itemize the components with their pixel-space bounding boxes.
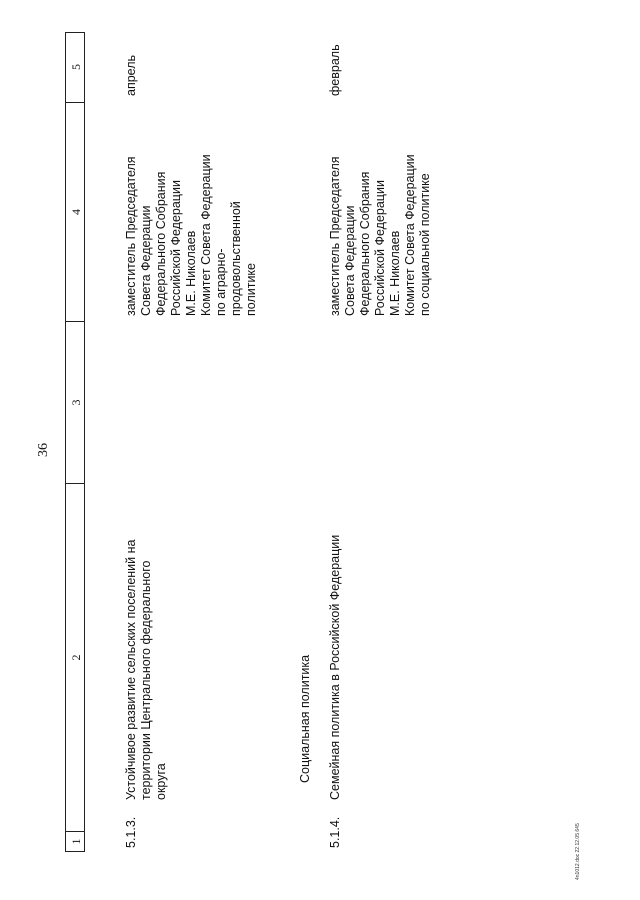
row-title: Устойчивое развитие сельских поселений на территории Центрального федерального округа <box>124 539 168 800</box>
row-number: 5.1.4. <box>328 816 342 848</box>
column-header-4: 4 <box>69 209 83 215</box>
section-title: Социальная политика <box>298 654 312 783</box>
column-header-5: 5 <box>69 64 83 70</box>
footer-stamp: 4n1012.doc 22.12.05 645 <box>575 823 581 880</box>
row-title: Семейная политика в Российской Федерации <box>328 534 342 800</box>
row-number: 5.1.3. <box>124 816 138 848</box>
page-number: 36 <box>36 443 51 457</box>
table-header <box>65 32 85 852</box>
row-responsible: заместитель Председателя Совета Федерации Федерального Собрания Российской Федерации М.Е. Николаев Комитет Совета Федерации по аграрно- продовольственной политике <box>124 154 258 316</box>
row-month: февраль <box>328 44 342 96</box>
row-month: апрель <box>124 54 138 96</box>
column-header-3: 3 <box>69 399 83 406</box>
row-responsible: заместитель Председателя Совета Федерации Федерального Собрания Российской Федерации М.Е. Николаев Комитет Совета Федерации по социальной политике <box>328 154 432 316</box>
column-header-1: 1 <box>69 838 83 845</box>
column-header-2: 2 <box>69 654 83 661</box>
